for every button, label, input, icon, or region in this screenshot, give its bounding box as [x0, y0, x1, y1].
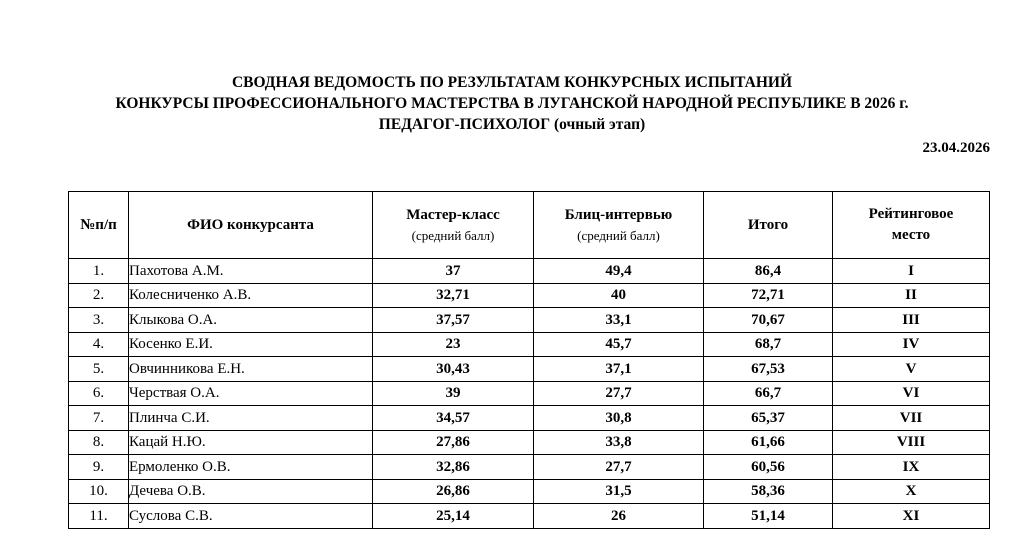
- column-header-name: ФИО конкурсанта: [129, 192, 373, 259]
- title-line-1: СВОДНАЯ ВЕДОМОСТЬ ПО РЕЗУЛЬТАТАМ КОНКУРСНЫХ ИСПЫТАНИЙ: [231, 74, 793, 91]
- total-score-cell: 68,7: [704, 332, 833, 357]
- column-header-blitz-interview: [534, 192, 704, 259]
- master-class-score-cell: 27,86: [373, 430, 534, 455]
- master-class-score-cell: 23: [373, 332, 534, 357]
- table-row: [69, 332, 990, 357]
- document-date: 23.04.2026: [922, 140, 990, 156]
- row-number-cell: 4.: [69, 332, 129, 357]
- row-number-cell: 10.: [69, 479, 129, 504]
- column-header-rating-place: [833, 192, 990, 259]
- blitz-interview-score-cell: 26: [534, 504, 704, 529]
- column-header-rating-place-line-2: место: [891, 227, 931, 243]
- master-class-score-cell: 32,71: [373, 283, 534, 308]
- row-number-cell: 11.: [69, 504, 129, 529]
- rating-place-cell: II: [833, 283, 990, 308]
- table-row: [69, 504, 990, 529]
- total-score-cell: 51,14: [704, 504, 833, 529]
- table-header-row: [69, 192, 990, 259]
- column-header-master-class: [373, 192, 534, 259]
- master-class-score-cell: 30,43: [373, 357, 534, 382]
- contestant-name-cell: Дечева О.В.: [129, 479, 373, 504]
- blitz-interview-score-cell: 30,8: [534, 406, 704, 431]
- column-header-blitz-interview-label: Блиц-интервью: [564, 206, 673, 223]
- blitz-interview-score-cell: 31,5: [534, 479, 704, 504]
- table-row: [69, 357, 990, 382]
- master-class-score-cell: 39: [373, 381, 534, 406]
- rating-place-cell: VIII: [833, 430, 990, 455]
- table-row: [69, 308, 990, 333]
- contestant-name-cell: Клыкова О.А.: [129, 308, 373, 333]
- blitz-interview-score-cell: 37,1: [534, 357, 704, 382]
- rating-place-cell: VII: [833, 406, 990, 431]
- title-line-3: ПЕДАГОГ-ПСИХОЛОГ (очный этап): [378, 116, 646, 133]
- row-number-cell: 6.: [69, 381, 129, 406]
- blitz-interview-score-cell: 40: [534, 283, 704, 308]
- column-header-blitz-interview-sub: (средний балл): [577, 227, 660, 243]
- column-header-total: Итого: [704, 192, 833, 259]
- table-row: [69, 479, 990, 504]
- contestant-name-cell: Суслова С.В.: [129, 504, 373, 529]
- master-class-score-cell: 34,57: [373, 406, 534, 431]
- row-number-cell: 7.: [69, 406, 129, 431]
- total-score-cell: 70,67: [704, 308, 833, 333]
- total-score-cell: 66,7: [704, 381, 833, 406]
- total-score-cell: 58,36: [704, 479, 833, 504]
- rating-place-cell: IV: [833, 332, 990, 357]
- contestant-name-cell: Пахотова А.М.: [129, 259, 373, 284]
- rating-place-cell: X: [833, 479, 990, 504]
- table-body: [69, 259, 990, 529]
- contestant-name-cell: Плинча С.И.: [129, 406, 373, 431]
- contestant-name-cell: Ермоленко О.В.: [129, 455, 373, 480]
- blitz-interview-score-cell: 49,4: [534, 259, 704, 284]
- table-row: [69, 283, 990, 308]
- column-header-master-class-sub: (средний балл): [411, 227, 495, 243]
- row-number-cell: 9.: [69, 455, 129, 480]
- table-row: [69, 455, 990, 480]
- table-row: [69, 430, 990, 455]
- blitz-interview-score-cell: 45,7: [534, 332, 704, 357]
- blitz-interview-score-cell: 27,7: [534, 455, 704, 480]
- total-score-cell: 67,53: [704, 357, 833, 382]
- contestant-name-cell: Косенко Е.И.: [129, 332, 373, 357]
- blitz-interview-score-cell: 33,8: [534, 430, 704, 455]
- row-number-cell: 8.: [69, 430, 129, 455]
- total-score-cell: 61,66: [704, 430, 833, 455]
- master-class-score-cell: 37,57: [373, 308, 534, 333]
- title-line-2: КОНКУРСЫ ПРОФЕССИОНАЛЬНОГО МАСТЕРСТВА В ЛУГАНСКОЙ НАРОДНОЙ РЕСПУБЛИКЕ В 2026 г.: [115, 95, 909, 112]
- column-header-master-class-label: Мастер-класс: [406, 206, 500, 223]
- rating-place-cell: XI: [833, 504, 990, 529]
- rating-place-cell: IX: [833, 455, 990, 480]
- total-score-cell: 72,71: [704, 283, 833, 308]
- master-class-score-cell: 37: [373, 259, 534, 284]
- blitz-interview-score-cell: 27,7: [534, 381, 704, 406]
- table-row: [69, 381, 990, 406]
- contestant-name-cell: Колесниченко А.В.: [129, 283, 373, 308]
- table-row: [69, 406, 990, 431]
- master-class-score-cell: 32,86: [373, 455, 534, 480]
- contestant-name-cell: Овчинникова Е.Н.: [129, 357, 373, 382]
- rating-place-cell: VI: [833, 381, 990, 406]
- results-table: [68, 191, 990, 529]
- row-number-cell: 2.: [69, 283, 129, 308]
- total-score-cell: 60,56: [704, 455, 833, 480]
- contestant-name-cell: Черствая О.А.: [129, 381, 373, 406]
- row-number-cell: 5.: [69, 357, 129, 382]
- rating-place-cell: I: [833, 259, 990, 284]
- master-class-score-cell: 26,86: [373, 479, 534, 504]
- blitz-interview-score-cell: 33,1: [534, 308, 704, 333]
- document-header: [0, 72, 1024, 135]
- table-row: [69, 259, 990, 284]
- column-header-num: №п/п: [69, 192, 129, 259]
- total-score-cell: 65,37: [704, 406, 833, 431]
- total-score-cell: 86,4: [704, 259, 833, 284]
- column-header-rating-place-line-1: Рейтинговое: [868, 206, 954, 222]
- row-number-cell: 1.: [69, 259, 129, 284]
- contestant-name-cell: Кацай Н.Ю.: [129, 430, 373, 455]
- rating-place-cell: V: [833, 357, 990, 382]
- master-class-score-cell: 25,14: [373, 504, 534, 529]
- row-number-cell: 3.: [69, 308, 129, 333]
- rating-place-cell: III: [833, 308, 990, 333]
